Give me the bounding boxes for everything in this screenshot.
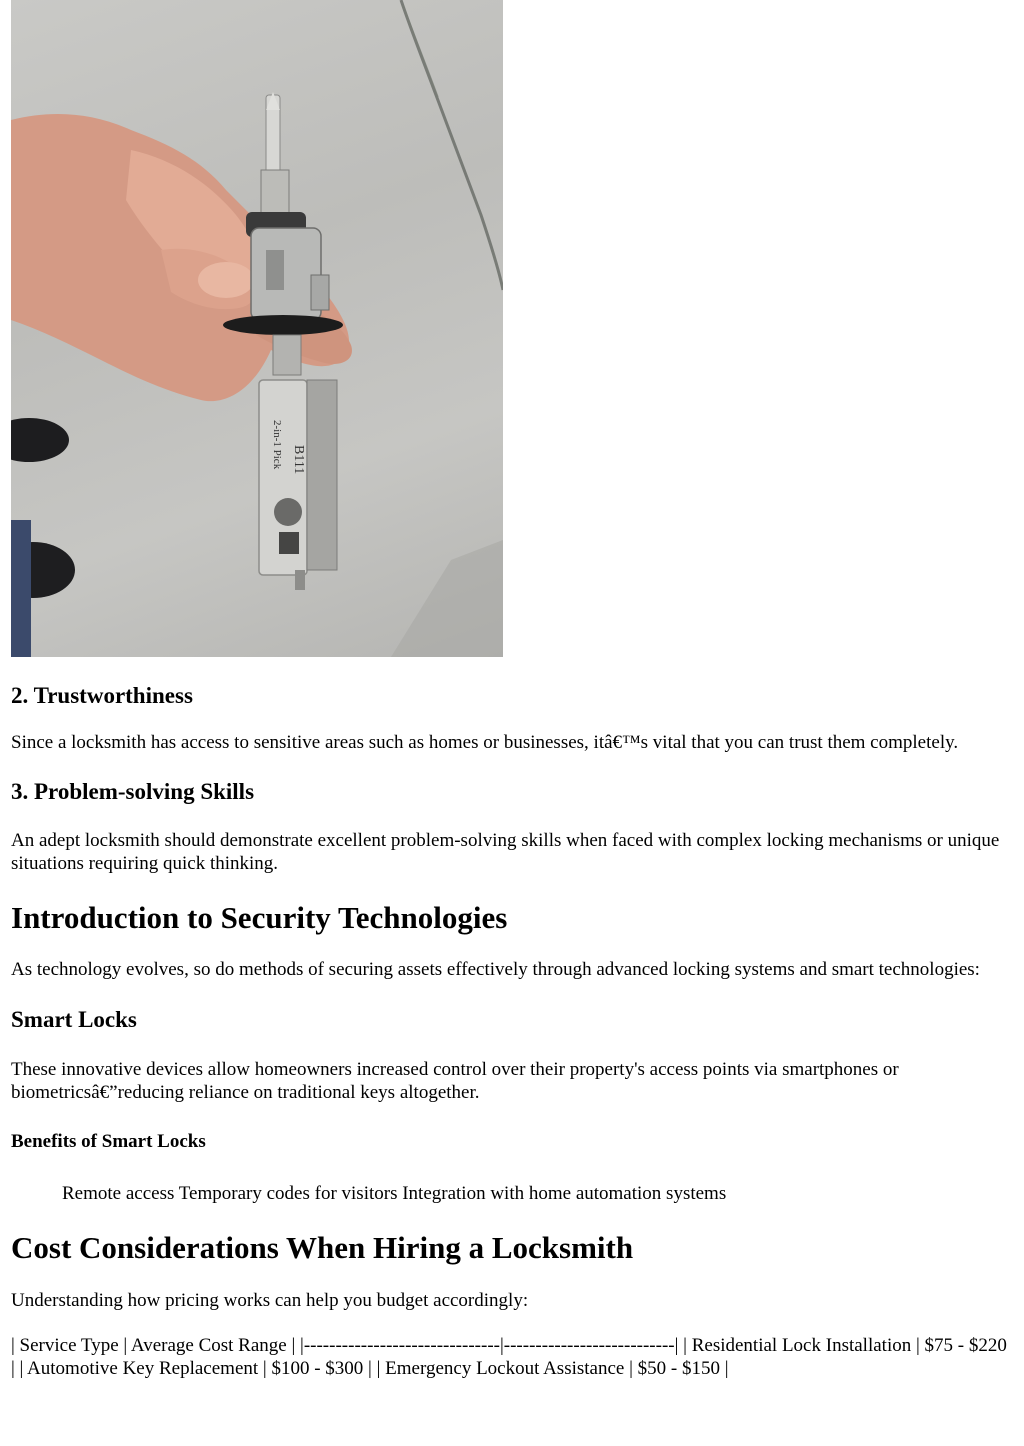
problem-solving-heading: 3. Problem-solving Skills	[11, 778, 255, 804]
security-technologies-heading: Introduction to Security Technologies	[11, 900, 508, 936]
smart-locks-text: These innovative devices allow homeowners increased control over their property's access points via smartphones or biometricsâ€”reducing reliance on traditional keys altogether.	[11, 1058, 899, 1103]
pick-desc-label: 2-in-1 Pick	[271, 420, 283, 470]
benefits-list: Remote access Temporary codes for visitors Integration with home automation systems	[62, 1182, 727, 1204]
cost-table-text: | Service Type | Average Cost Range | |-------------------------------|---------------------------| | Residential Lock Installation | $75 - $220 | | Automotive Key Replacement | $100 - $300 | | Emergency Lockout Assistance | $50 - $150 |	[11, 1334, 1007, 1379]
article-photo	[11, 0, 503, 657]
benefits-heading: Benefits of Smart Locks	[11, 1130, 206, 1152]
cost-considerations-heading: Cost Considerations When Hiring a Locksmith	[11, 1229, 634, 1265]
lock-pick-illustration	[11, 0, 503, 657]
trustworthiness-text: Since a locksmith has access to sensitive areas such as homes or businesses, itâ€™s vital that you can trust them completely.	[11, 731, 959, 753]
security-technologies-text: As technology evolves, so do methods of securing assets effectively through advanced locking systems and smart technologies:	[11, 959, 980, 981]
trustworthiness-heading: 2. Trustworthiness	[11, 683, 193, 708]
problem-solving-text: An adept locksmith should demonstrate excellent problem-solving skills when faced with complex locking mechanisms or unique situations requiring quick thinking.	[11, 830, 1000, 875]
cost-considerations-text: Understanding how pricing works can help you budget accordingly:	[11, 1289, 529, 1311]
smart-locks-heading: Smart Locks	[11, 1007, 137, 1033]
pick-model-label: B111	[291, 445, 306, 475]
